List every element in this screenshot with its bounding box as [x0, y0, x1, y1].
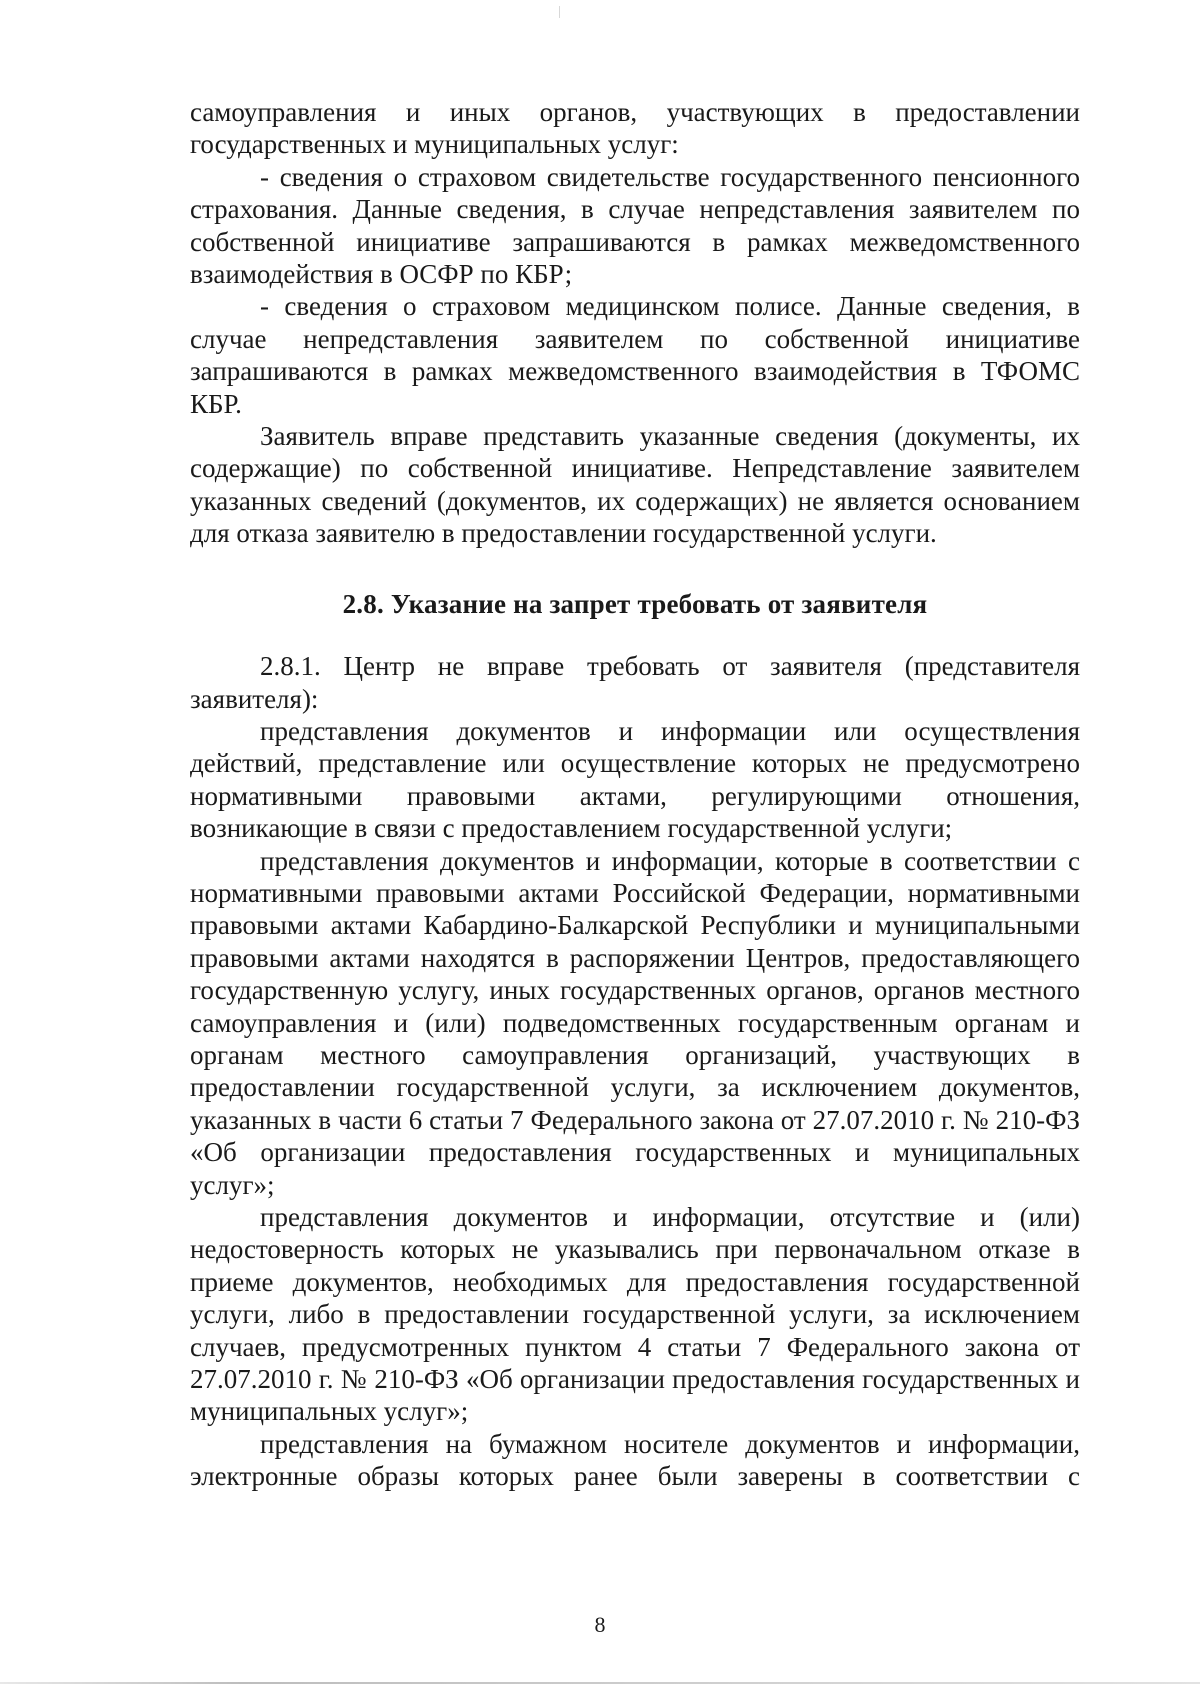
page-number: 8	[594, 1612, 606, 1637]
paragraph-applicant-right: Заявитель вправе представить указанные сведения (документы, их содержащие) по собственной инициативе. Непредставление заявителем указанных сведений (документов, их содержащих) не является основанием для отказа заявителю в предоставлении государственной услуги.	[190, 421, 1080, 549]
paragraph-medical-policy: - сведения о страховом медицинском полисе. Данные сведения, в случае непредставления заявителем по собственной инициативе запрашиваются в рамках межведомственного взаимодействия в ТФОМС КБР.	[190, 291, 1080, 419]
paragraph-prohibition-1: представления документов и информации или осуществления действий, представление или осуществление которых не предусмотрено нормативными правовыми актами, регулирующими отношения, возникающие в связи с предоставлением государственной услуги;	[190, 715, 1080, 844]
document-body	[190, 96, 1080, 1493]
paragraph-prohibition-3: представления документов и информации, отсутствие и (или) недостоверность которых не указывались при первоначальном отказе в приеме документов, необходимых для предоставления государственной услуги, либо в предоставлении государственной услуги, за исключением случаев, предусмотренных пунктом 4 статьи 7 Федерального закона от 27.07.2010 г. № 210-ФЗ «Об организации предоставления государственных и муниципальных услуг»;	[190, 1202, 1080, 1427]
scan-bottom-edge	[0, 1682, 1200, 1684]
paragraph-clause-2-8-1: 2.8.1. Центр не вправе требовать от заявителя (представителя заявителя):	[190, 651, 1080, 714]
paragraph-pension-insurance: - сведения о страховом свидетельстве государственного пенсионного страхования. Данные сведения, в случае непредставления заявителем по собственной инициативе запрашиваются в рамках межведомственного взаимодействия в ОСФР по КБР;	[190, 161, 1080, 290]
scan-artifact	[559, 6, 560, 18]
paragraph-continuation: самоуправления и иных органов, участвующих в предоставлении государственных и муниципальных услуг:	[190, 97, 1080, 160]
section-heading: 2.8. Указание на запрет требовать от заявителя	[342, 588, 928, 619]
paragraph-prohibition-2: представления документов и информации, которые в соответствии с нормативными правовыми актами Российской Федерации, нормативными правовыми актами Кабардино-Балкарской Республики и муниципальными правовыми актами находятся в распоряжении Центров, предоставляющего государственную услугу, иных государственных органов, органов местного самоуправления и (или) подведомственных государственным органам и органам местного самоуправления организаций, участвующих в предоставлении государственной услуги, за исключением документов, указанных в части 6 статьи 7 Федерального закона от 27.07.2010 г. № 210-ФЗ «Об организации предоставления государственных и муниципальных услуг»;	[190, 845, 1080, 1200]
paragraph-prohibition-4: представления на бумажном носителе документов и информации, электронные образы которых ранее были заверены в соответствии с	[190, 1428, 1080, 1492]
